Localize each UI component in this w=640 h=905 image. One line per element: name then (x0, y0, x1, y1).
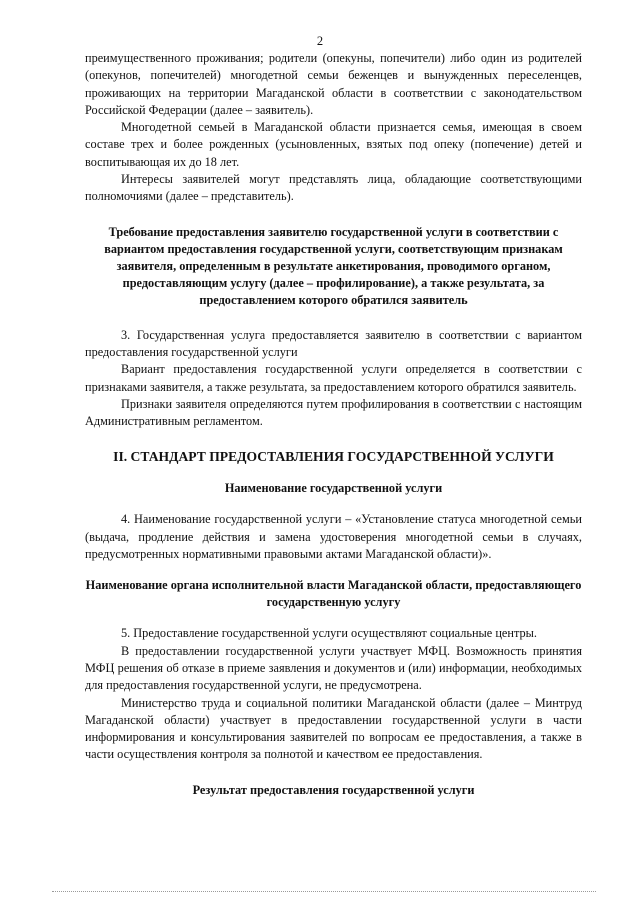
spacer (85, 206, 582, 224)
section-heading: Наименование государственной услуги (224, 481, 443, 496)
spacer (85, 309, 582, 327)
paragraph: Интересы заявителей могут представлять лица, обладающие соответствующими полномочиями (далее – представитель). (85, 172, 582, 204)
paragraph: преимущественного проживания; родители (опекуны, попечители) либо один из родителей (опекунов, попечителей) многодетной семьи беженцев и вынужденных переселенцев, проживающих на территории Магаданской области в соответствии с законодательством Российской Федерации (далее – заявитель). (85, 51, 582, 117)
spacer (85, 497, 582, 511)
paragraph: 3. Государственная услуга предоставляется заявителю в соответствии с вариантом предоставления государственной услуги (85, 327, 582, 359)
paragraph: В предоставлении государственной услуги участвует МФЦ. Возможность принятия МФЦ решения об отказе в приеме заявления и документов и (или) информации, необходимых для предоставления государственной услуги, не предусмотрена. (85, 643, 582, 693)
section-heading: Наименование органа исполнительной власти Магаданской области, предоставляющего государственную услугу (85, 578, 582, 610)
paragraph: Многодетной семьей в Магаданской области признается семья, имеющая в своем составе трех и более рожденных (усыновленных, взятых под опеку (попечение) детей и воспитывающая их до 18 лет. (85, 120, 582, 169)
spacer (85, 430, 582, 448)
paragraph: 5. Предоставление государственной услуги осуществляют социальные центры. (121, 626, 537, 641)
chapter-heading: II. СТАНДАРТ ПРЕДОСТАВЛЕНИЯ ГОСУДАРСТВЕННОЙ УСЛУГИ (113, 449, 554, 465)
spacer (85, 466, 582, 480)
paragraph: Вариант предоставления государственной услуги определяется в соответствии с признаками заявителя, а также результата, за предоставлением которого обратился заявитель. (85, 362, 582, 394)
document-body (85, 50, 582, 799)
paragraph: Признаки заявителя определяются путем профилирования в соответствии с настоящим Административным регламентом. (85, 396, 582, 429)
spacer (85, 611, 582, 625)
page-number: 2 (316, 34, 324, 48)
section-heading: Требование предоставления заявителю государственной услуги в соответствии с вариантом предоставления государственной услуги, соответствующим признакам заявителя, определенным в результате анкетирования, проводимого органом, предоставляющим услугу (далее – профилирование), а также результата, за предоставлением которого обратился заявитель (104, 224, 563, 307)
footer-rule (52, 891, 596, 892)
paragraph: Министерство труда и социальной политики Магаданской области (далее – Минтруд Магаданской области) участвует в предоставлении государственной услуги в части информирования и консультирования заявителей по вопросам ее предоставления, а также в части осуществления контроля за полнотой и качеством ее предоставления. (85, 695, 582, 762)
spacer (85, 764, 582, 782)
paragraph: 4. Наименование государственной услуги – «Установление статуса многодетной семьи (выдача, продление действия и замена удостоверения многодетной семьи в случаях, предусмотренных нормативными правовыми актами Магаданской области)». (85, 512, 582, 562)
section-heading: Результат предоставления государственной услуги (192, 782, 475, 797)
spacer (85, 563, 582, 577)
